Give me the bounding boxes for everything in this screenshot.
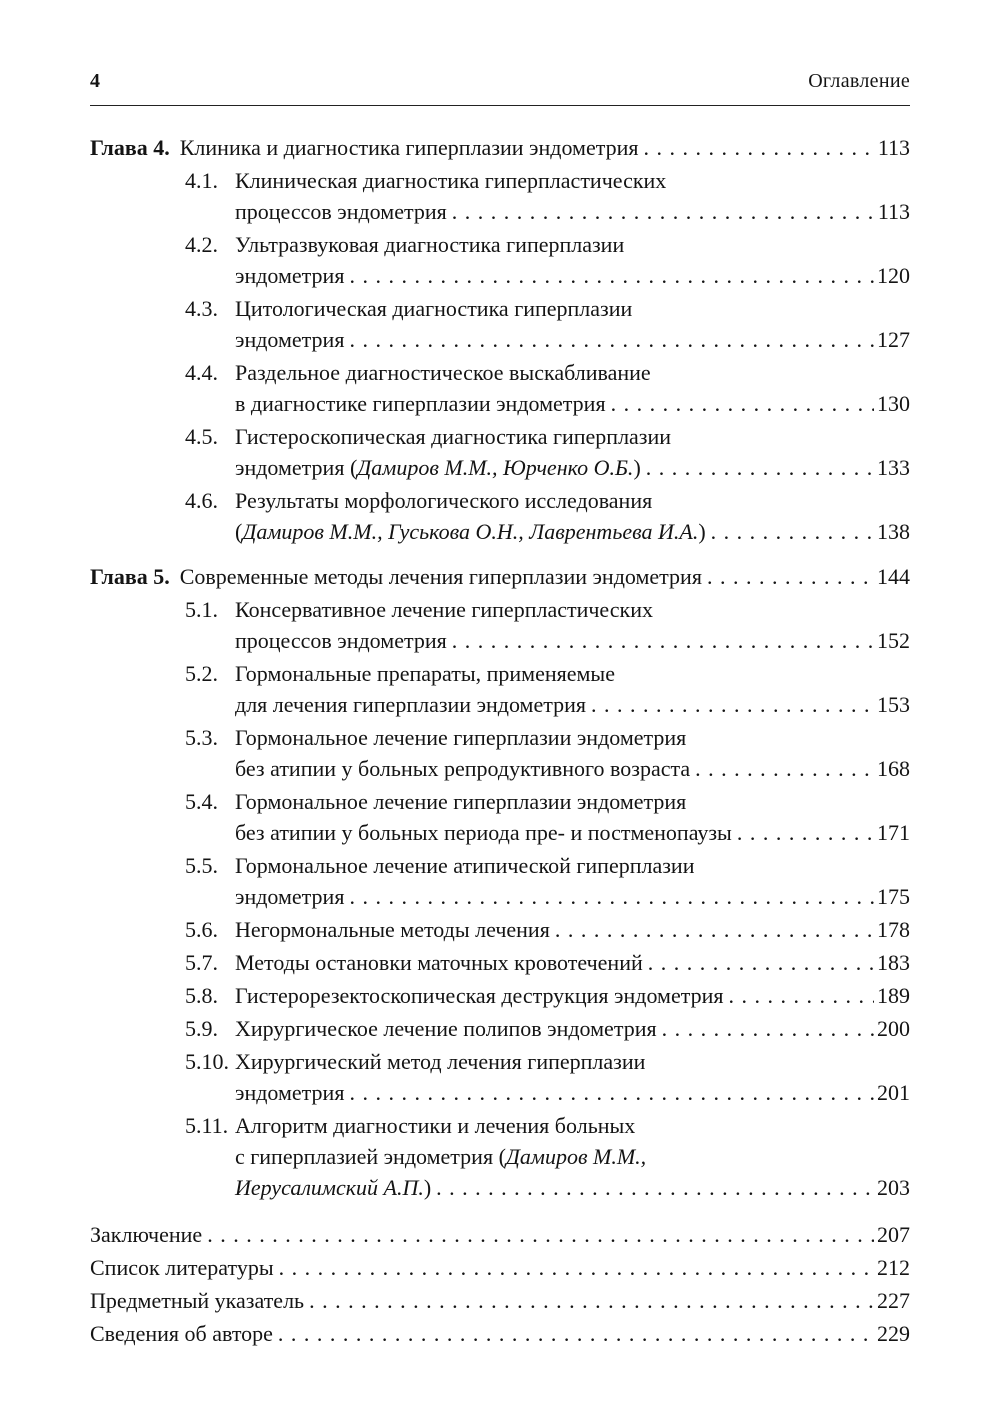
toc-line xyxy=(235,980,910,1011)
section-number: 5.11. xyxy=(185,1113,229,1138)
toc-page-number: 113 xyxy=(877,135,910,160)
toc-entry-text: Результаты морфологического исследования xyxy=(235,488,653,513)
toc-entry-lines xyxy=(235,1046,910,1108)
toc-entry-text: Цитологическая диагностика гиперплазии xyxy=(235,296,633,321)
toc-entry xyxy=(90,786,910,848)
toc-entry-lines xyxy=(235,947,910,978)
toc-line xyxy=(235,357,910,388)
toc-entry-text: без атипии у больных репродуктивного возраста xyxy=(235,756,691,781)
dot-leader xyxy=(436,1172,874,1203)
toc-line xyxy=(235,1077,910,1108)
toc-entry-lines xyxy=(235,1013,910,1044)
dot-leader xyxy=(707,561,874,592)
toc-entry-lines xyxy=(235,850,910,912)
toc-line xyxy=(235,753,910,784)
toc-page-number: 133 xyxy=(877,455,910,480)
toc-entry-text: с гиперплазией эндометрия (Дамиров М.М., xyxy=(235,1144,647,1169)
toc-entry xyxy=(90,229,910,291)
toc-entry xyxy=(90,421,910,483)
toc-entry-lines xyxy=(235,658,910,720)
section-number: 5.10. xyxy=(185,1049,229,1074)
dot-leader xyxy=(207,1219,874,1250)
page-header xyxy=(90,70,910,106)
toc-entry-text: процессов эндометрия xyxy=(235,628,447,653)
toc-entry-lines xyxy=(180,561,910,592)
toc-line xyxy=(235,658,910,689)
toc-page-number: 168 xyxy=(877,756,910,781)
toc-entry-text: Раздельное диагностическое выскабливание xyxy=(235,360,651,385)
section-number: 5.3. xyxy=(185,725,218,750)
toc-entry-text: без атипии у больных периода пре- и постменопаузы xyxy=(235,820,732,845)
toc-line xyxy=(235,786,910,817)
section-number: 5.7. xyxy=(185,950,218,975)
toc-entry xyxy=(90,1110,910,1203)
toc-entry xyxy=(90,722,910,784)
section-number: 5.6. xyxy=(185,917,218,942)
toc-entry xyxy=(90,561,910,592)
toc-entry-text: (Дамиров М.М., Гуськова О.Н., Лаврентьева И.А.) xyxy=(235,519,706,544)
toc-page-number: 144 xyxy=(877,564,910,589)
toc-page-number: 201 xyxy=(877,1080,910,1105)
toc-page-number: 120 xyxy=(877,263,910,288)
toc-entry-text: Хирургическое лечение полипов эндометрия xyxy=(235,1016,657,1041)
toc-entry-lines xyxy=(235,786,910,848)
toc-line xyxy=(90,1252,910,1283)
toc-page-number: 207 xyxy=(877,1222,910,1247)
toc-page-number: 227 xyxy=(877,1288,910,1313)
toc-line xyxy=(235,452,910,483)
toc-line xyxy=(90,1219,910,1250)
toc-entry-text: Предметный указатель xyxy=(90,1288,305,1313)
toc-entry xyxy=(90,1219,910,1250)
toc-entry-text: Гормональное лечение атипической гиперплазии xyxy=(235,853,695,878)
toc-line xyxy=(235,817,910,848)
section-number: 4.6. xyxy=(185,488,218,513)
toc-entry-text: Современные методы лечения гиперплазии эндометрия xyxy=(179,564,702,589)
toc-page-number: 229 xyxy=(877,1321,910,1346)
toc-page-number: 203 xyxy=(877,1175,910,1200)
toc-entry-lines xyxy=(235,165,910,227)
running-title: Оглавление xyxy=(808,70,910,92)
dot-leader xyxy=(662,1013,874,1044)
toc-entry-text: Методы остановки маточных кровотечений xyxy=(235,950,643,975)
section-number: 4.1. xyxy=(185,168,218,193)
toc-entry xyxy=(90,1285,910,1316)
toc-entry-lines xyxy=(90,1252,910,1283)
toc-entry-text: процессов эндометрия xyxy=(235,199,447,224)
toc-entry-lines xyxy=(235,421,910,483)
toc-line xyxy=(235,1110,910,1141)
section-number: 5.4. xyxy=(185,789,218,814)
dot-leader xyxy=(309,1285,874,1316)
toc-entry-lines xyxy=(90,1318,910,1349)
toc-entry xyxy=(90,132,910,163)
toc-entry-text: Хирургический метод лечения гиперплазии xyxy=(235,1049,646,1074)
toc-page-number: 183 xyxy=(877,950,910,975)
dot-leader xyxy=(591,689,874,720)
toc-entry xyxy=(90,357,910,419)
toc-page-number: 171 xyxy=(877,820,910,845)
toc-page-number: 178 xyxy=(877,917,910,942)
toc-page-number: 200 xyxy=(877,1016,910,1041)
toc-entry-text: Заключение xyxy=(90,1222,203,1247)
toc-entry xyxy=(90,165,910,227)
toc-entry-lines xyxy=(235,293,910,355)
toc-entry-text: Негормональные методы лечения xyxy=(235,917,550,942)
section-number: 5.5. xyxy=(185,853,218,878)
toc-line xyxy=(90,1285,910,1316)
toc-entry-lines xyxy=(235,594,910,656)
toc-entry xyxy=(90,1046,910,1108)
toc-line xyxy=(235,388,910,419)
section-number: 5.9. xyxy=(185,1016,218,1041)
toc-entry xyxy=(90,914,910,945)
dot-leader xyxy=(648,947,874,978)
dot-leader xyxy=(644,132,875,163)
toc-line xyxy=(235,625,910,656)
toc-entry-text: в диагностике гиперплазии эндометрия xyxy=(235,391,606,416)
section-number: 5.1. xyxy=(185,597,218,622)
toc-line xyxy=(235,881,910,912)
toc-page-number: 113 xyxy=(877,199,910,224)
toc-entry-lines xyxy=(235,485,910,547)
toc-page-number: 127 xyxy=(877,327,910,352)
toc-page-number: 212 xyxy=(877,1255,910,1280)
toc-entry-text: эндометрия (Дамиров М.М., Юрченко О.Б.) xyxy=(235,455,641,480)
toc-entry-text: Ультразвуковая диагностика гиперплазии xyxy=(235,232,625,257)
toc-entry-lines xyxy=(235,914,910,945)
toc-entry-text: эндометрия xyxy=(235,884,345,909)
dot-leader xyxy=(349,324,874,355)
dot-leader xyxy=(452,625,874,656)
toc-entry-text: Алгоритм диагностики и лечения больных xyxy=(235,1113,636,1138)
toc-entry xyxy=(90,594,910,656)
toc-line xyxy=(235,516,910,547)
dot-leader xyxy=(695,753,874,784)
toc-list xyxy=(90,132,910,1349)
toc-page-number: 189 xyxy=(877,983,910,1008)
toc-line xyxy=(235,1172,910,1203)
section-number: 4.5. xyxy=(185,424,218,449)
dot-leader xyxy=(278,1318,874,1349)
dot-leader xyxy=(279,1252,874,1283)
toc-entry-lines xyxy=(235,722,910,784)
toc-line xyxy=(235,1013,910,1044)
toc-entry xyxy=(90,850,910,912)
dot-leader xyxy=(349,260,874,291)
toc-line xyxy=(235,293,910,324)
toc-line xyxy=(180,132,910,163)
toc-entry-lines xyxy=(235,980,910,1011)
toc-entry-text: Сведения об авторе xyxy=(90,1321,273,1346)
toc-page-number: 138 xyxy=(877,519,910,544)
dot-leader xyxy=(737,817,874,848)
dot-leader xyxy=(349,1077,874,1108)
toc-entry-lines xyxy=(235,229,910,291)
toc-entry-text: для лечения гиперплазии эндометрия xyxy=(235,692,587,717)
section-number: 4.3. xyxy=(185,296,218,321)
chapter-label: Глава 4. xyxy=(90,135,170,160)
toc-line xyxy=(235,850,910,881)
toc-page-number: 130 xyxy=(877,391,910,416)
dot-leader xyxy=(711,516,874,547)
toc-line xyxy=(235,689,910,720)
toc-line xyxy=(235,421,910,452)
dot-leader xyxy=(611,388,874,419)
toc-line xyxy=(235,1141,910,1172)
toc-line xyxy=(180,561,910,592)
toc-page-number: 152 xyxy=(877,628,910,653)
toc-line xyxy=(235,196,910,227)
toc-entry-text: Гистерорезектоскопическая деструкция эндометрия xyxy=(235,983,724,1008)
section-number: 4.4. xyxy=(185,360,218,385)
toc-entry-lines xyxy=(235,1110,910,1203)
toc-line xyxy=(235,947,910,978)
dot-leader xyxy=(646,452,874,483)
toc-page-number: 153 xyxy=(877,692,910,717)
toc-entry xyxy=(90,980,910,1011)
toc-entry-text: Гормональные препараты, применяемые xyxy=(235,661,615,686)
toc-line xyxy=(235,594,910,625)
toc-entry-lines xyxy=(180,132,910,163)
toc-line xyxy=(235,165,910,196)
toc-entry-lines xyxy=(235,357,910,419)
toc-entry-text: эндометрия xyxy=(235,263,345,288)
toc-entry-lines xyxy=(90,1219,910,1250)
toc-entry-text: эндометрия xyxy=(235,327,345,352)
toc-line xyxy=(235,324,910,355)
toc-entry-text: Гистероскопическая диагностика гиперплазии xyxy=(235,424,672,449)
toc-entry xyxy=(90,658,910,720)
toc-line xyxy=(235,229,910,260)
toc-entry-text: Иерусалимский А.П.) xyxy=(235,1175,432,1200)
toc-entry xyxy=(90,1252,910,1283)
toc-line xyxy=(235,914,910,945)
dot-leader xyxy=(349,881,874,912)
toc-entry-text: эндометрия xyxy=(235,1080,345,1105)
toc-line xyxy=(235,485,910,516)
toc-line xyxy=(235,1046,910,1077)
toc-entry-text: Гормональное лечение гиперплазии эндометрия xyxy=(235,789,687,814)
toc-entry xyxy=(90,485,910,547)
toc-entry-lines xyxy=(90,1285,910,1316)
dot-leader xyxy=(452,196,875,227)
toc-line xyxy=(90,1318,910,1349)
dot-leader xyxy=(729,980,875,1011)
toc-line xyxy=(235,722,910,753)
section-number: 5.2. xyxy=(185,661,218,686)
toc-entry xyxy=(90,1013,910,1044)
toc-entry-text: Список литературы xyxy=(90,1255,274,1280)
toc-entry xyxy=(90,293,910,355)
toc-entry xyxy=(90,1318,910,1349)
toc-entry-text: Гормональное лечение гиперплазии эндометрия xyxy=(235,725,687,750)
toc-entry-text: Консервативное лечение гиперпластических xyxy=(235,597,653,622)
toc-page-number: 175 xyxy=(877,884,910,909)
toc-line xyxy=(235,260,910,291)
dot-leader xyxy=(555,914,874,945)
chapter-label: Глава 5. xyxy=(90,564,170,589)
page-number-header: 4 xyxy=(90,70,100,92)
toc-entry-text: Клиника и диагностика гиперплазии эндометрия xyxy=(179,135,639,160)
toc-entry xyxy=(90,947,910,978)
section-number: 5.8. xyxy=(185,983,218,1008)
toc-entry-text: Клиническая диагностика гиперпластических xyxy=(235,168,667,193)
section-number: 4.2. xyxy=(185,232,218,257)
